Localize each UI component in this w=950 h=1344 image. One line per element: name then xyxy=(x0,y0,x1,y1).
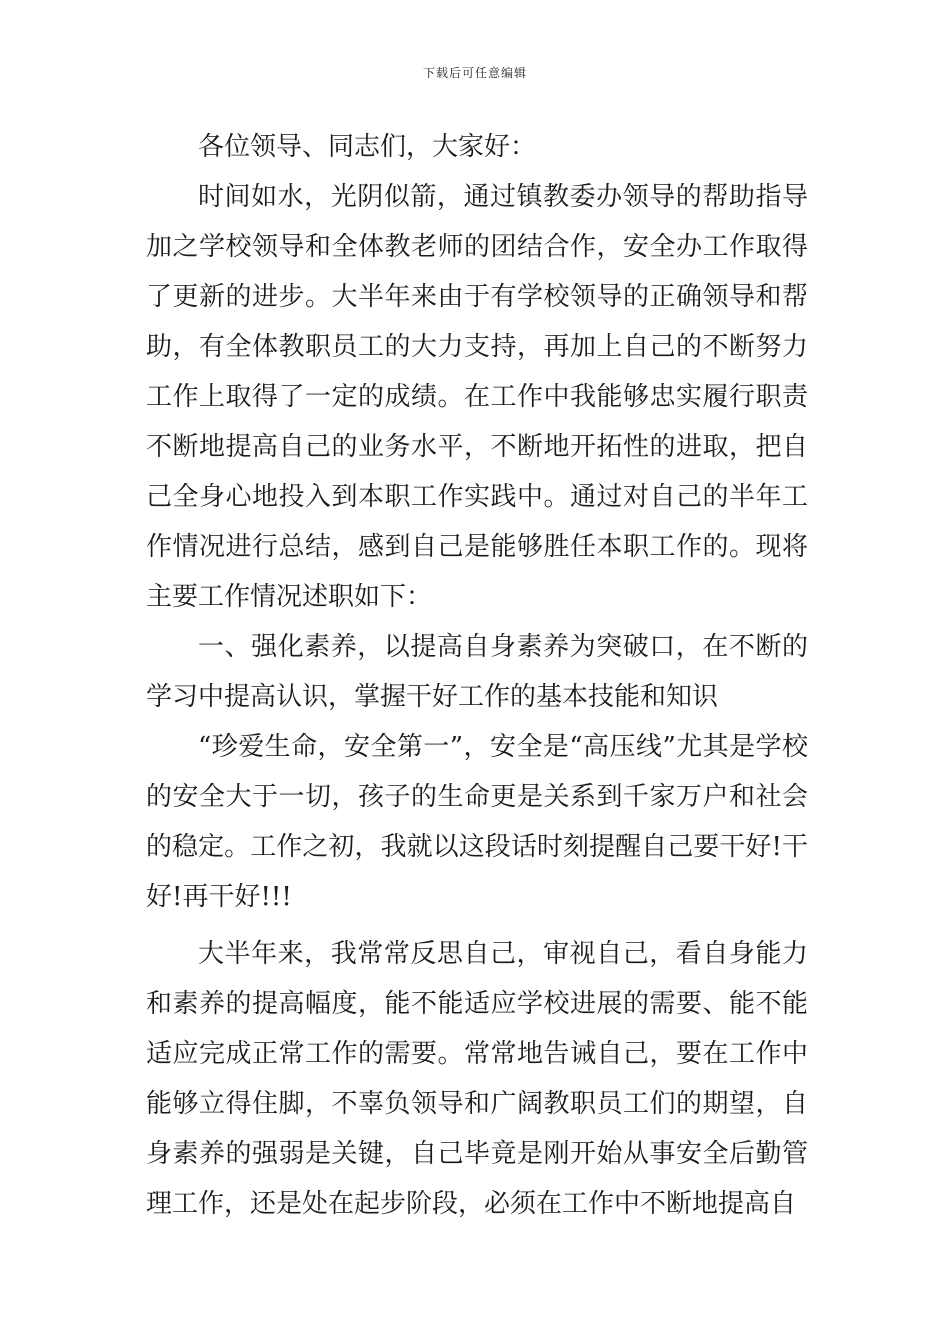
page-header-note: 下载后可任意编辑 xyxy=(422,66,527,80)
reflection-paragraph: 大半年来，我常常反思自己，审视自己，看自身能力和素养的提高幅度，能不能适应学校进展的需要、能不能适应完成正常工作的需要。常常地告诫自己，要在工作中能够立得住脚，不辜负领导和广阔教职员工们的期望，自身素养的强弱是关键，自己毕竟是刚开始从事安全后勤管理工作，还是处在起步阶段，必须在工作中不断地提高自 xyxy=(146,939,808,1219)
greeting-paragraph: 各位领导、同志们，大家好： xyxy=(198,132,537,162)
section-one-heading: 一、强化素养，以提高自身素养为突破口，在不断的学习中提高认识，掌握干好工作的基本技能和知识 xyxy=(146,632,808,712)
safety-motto-paragraph: “珍爱生命，安全第一”，安全是“高压线”尤其是学校的安全大于一切，孩子的生命更是关系到千家万户和社会的稳定。工作之初，我就以这段话时刻提醒自己要干好!干好!再干好!!! xyxy=(146,732,808,912)
intro-paragraph: 时间如水，光阴似箭，通过镇教委办领导的帮助指导加之学校领导和全体教老师的团结合作，安全办工作取得了更新的进步。大半年来由于有学校领导的正确领导和帮助，有全体教职员工的大力支持，再加上自己的不断努力工作上取得了一定的成绩。在工作中我能够忠实履行职责不断地提高自己的业务水平，不断地开拓性的进取，把自己全身心地投入到本职工作实践中。通过对自己的半年工作情况进行总结，感到自己是能够胜任本职工作的。现将主要工作情况述职如下： xyxy=(146,182,808,612)
document-body xyxy=(146,122,808,1229)
